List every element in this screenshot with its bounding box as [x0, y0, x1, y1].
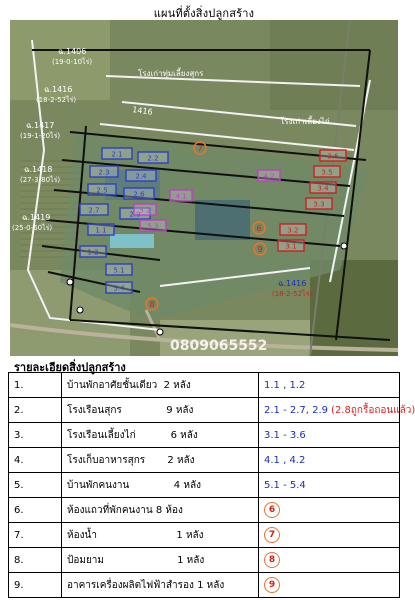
legend-reference — [259, 548, 400, 573]
building-label: 2.4 — [135, 172, 147, 181]
legend-number: 3. — [9, 423, 62, 448]
site-map — [10, 20, 398, 356]
legend-ref-value: 4.1 , 4.2 — [264, 454, 306, 466]
road-mark: 1416 — [131, 105, 154, 117]
svg-text:6: 6 — [256, 224, 262, 233]
legend-number: 7. — [9, 523, 62, 548]
legend-reference — [259, 398, 415, 423]
legend-row — [9, 398, 400, 423]
field — [270, 20, 398, 110]
building-label: 3.1 — [285, 242, 297, 251]
survey-point — [341, 243, 347, 249]
legend-reference — [259, 498, 400, 523]
legend-number: 2. — [9, 398, 62, 423]
survey-point — [67, 279, 73, 285]
legend-row — [9, 498, 400, 523]
pond — [110, 234, 154, 248]
parcel-label: ฉ.1416 — [44, 85, 73, 94]
building-label: 4.1 — [175, 192, 187, 201]
legend-ref-value: 3.1 - 3.6 — [264, 429, 306, 441]
svg-text:7: 7 — [197, 144, 203, 153]
building-legend-table — [8, 372, 415, 598]
building-label: 3.6 — [327, 152, 339, 161]
legend-note: (2.8ถูกรื้อถอนแล้ว) — [331, 404, 415, 416]
building-label: 1.1 — [95, 226, 107, 235]
zone-label-chicken: โรงเก่าเลี้ยงไก่ — [280, 117, 330, 126]
legend-reference — [259, 523, 400, 548]
legend-ref-value: 1.1 , 1.2 — [264, 379, 306, 391]
building-label: 5.1 — [113, 266, 125, 275]
circle-marker: 8 — [264, 552, 280, 568]
circle-marker: 7 — [264, 527, 280, 543]
circle-marker: 9 — [264, 577, 280, 593]
parcel-label: ฉ.1417 — [26, 121, 55, 130]
legend-description: บ้านพักคนงาน 4 หลัง — [62, 473, 259, 498]
building-label: 2.6 — [133, 190, 145, 199]
parcel-area: (19-0-10ไร่) — [52, 58, 93, 66]
parcel-area: (27-3-80ไร่) — [20, 176, 61, 184]
parcel-label: ฉ.1418 — [24, 165, 53, 174]
survey-point — [157, 329, 163, 335]
legend-description: ห้องแถวที่พักคนงาน 8 ห้อง — [62, 498, 259, 523]
legend-ref-value: 5.1 - 5.4 — [264, 479, 306, 491]
parcel-label: ฉ.1406 — [58, 47, 87, 56]
parcel-label: ฉ.1416 — [278, 279, 307, 288]
building-label: 5.4 — [113, 284, 125, 293]
building-label: 2.3 — [98, 168, 110, 177]
legend-description: ป้อมยาม 1 หลัง — [62, 548, 259, 573]
circle-marker: 6 — [264, 502, 280, 518]
page-title: แผนที่ตั้งสิ่งปลูกสร้าง — [153, 7, 255, 20]
legend-reference — [259, 573, 400, 598]
building-label: 2.2 — [147, 154, 159, 163]
parcel-area: (25-0-60ไร่) — [12, 224, 53, 232]
building-label: 1.2 — [87, 248, 99, 257]
legend-row — [9, 473, 400, 498]
building-label: 2.7 — [88, 206, 100, 215]
building-label: 3.2 — [287, 226, 299, 235]
legend-row — [9, 548, 400, 573]
legend-row — [9, 373, 400, 398]
legend-number: 5. — [9, 473, 62, 498]
building-label: 3.4 — [317, 184, 329, 193]
legend-row — [9, 523, 400, 548]
svg-text:8: 8 — [149, 300, 155, 309]
parcel-area: (18-2-52ไร่) — [272, 290, 313, 298]
legend-reference — [259, 423, 400, 448]
legend-description: อาคารเครื่องผลิตไฟฟ้าสำรอง 1 หลัง — [62, 573, 259, 598]
parcel-label: ฉ.1419 — [22, 213, 51, 222]
legend-reference — [259, 373, 400, 398]
legend-number: 9. — [9, 573, 62, 598]
legend-number: 4. — [9, 448, 62, 473]
details-heading: รายละเอียดสิ่งปลูกสร้าง — [14, 361, 126, 374]
phone-watermark: 0809065552 — [170, 338, 268, 354]
legend-ref-value: 2.1 - 2.7, 2.9 — [264, 404, 329, 416]
legend-description: โรงเรือนสุกร 9 หลัง — [62, 398, 259, 423]
svg-text:9: 9 — [257, 245, 263, 254]
legend-row — [9, 448, 400, 473]
building-label: 3.5 — [321, 168, 333, 177]
parcel-area: (19-1-20ไร่) — [20, 132, 61, 140]
legend-number: 1. — [9, 373, 62, 398]
legend-description: โรงเรือนเลี้ยงไก่ 6 หลัง — [62, 423, 259, 448]
legend-reference — [259, 448, 400, 473]
legend-number: 6. — [9, 498, 62, 523]
legend-number: 8. — [9, 548, 62, 573]
parcel-area: (18-2-52ไร่) — [36, 96, 77, 104]
legend-row — [9, 573, 400, 598]
building-label: 5.3 — [147, 222, 159, 231]
building-label: 2.9 — [129, 210, 141, 219]
building-label: 4.2 — [263, 172, 275, 181]
legend-reference — [259, 473, 400, 498]
building-label: 5.2 — [139, 206, 151, 215]
legend-description: บ้านพักอาศัยชั้นเดียว 2 หลัง — [62, 373, 259, 398]
building-label: 3.3 — [313, 200, 325, 209]
legend-description: โรงเก็บอาหารสุกร 2 หลัง — [62, 448, 259, 473]
building-label: 2.5 — [96, 186, 108, 195]
building-label: 2.1 — [111, 150, 123, 159]
survey-point — [77, 307, 83, 313]
legend-description: ห้องน้ำ 1 หลัง — [62, 523, 259, 548]
legend-row — [9, 423, 400, 448]
zone-label-pig: โรงเก่าทุ่มเลี้ยงสุกร — [138, 69, 204, 78]
